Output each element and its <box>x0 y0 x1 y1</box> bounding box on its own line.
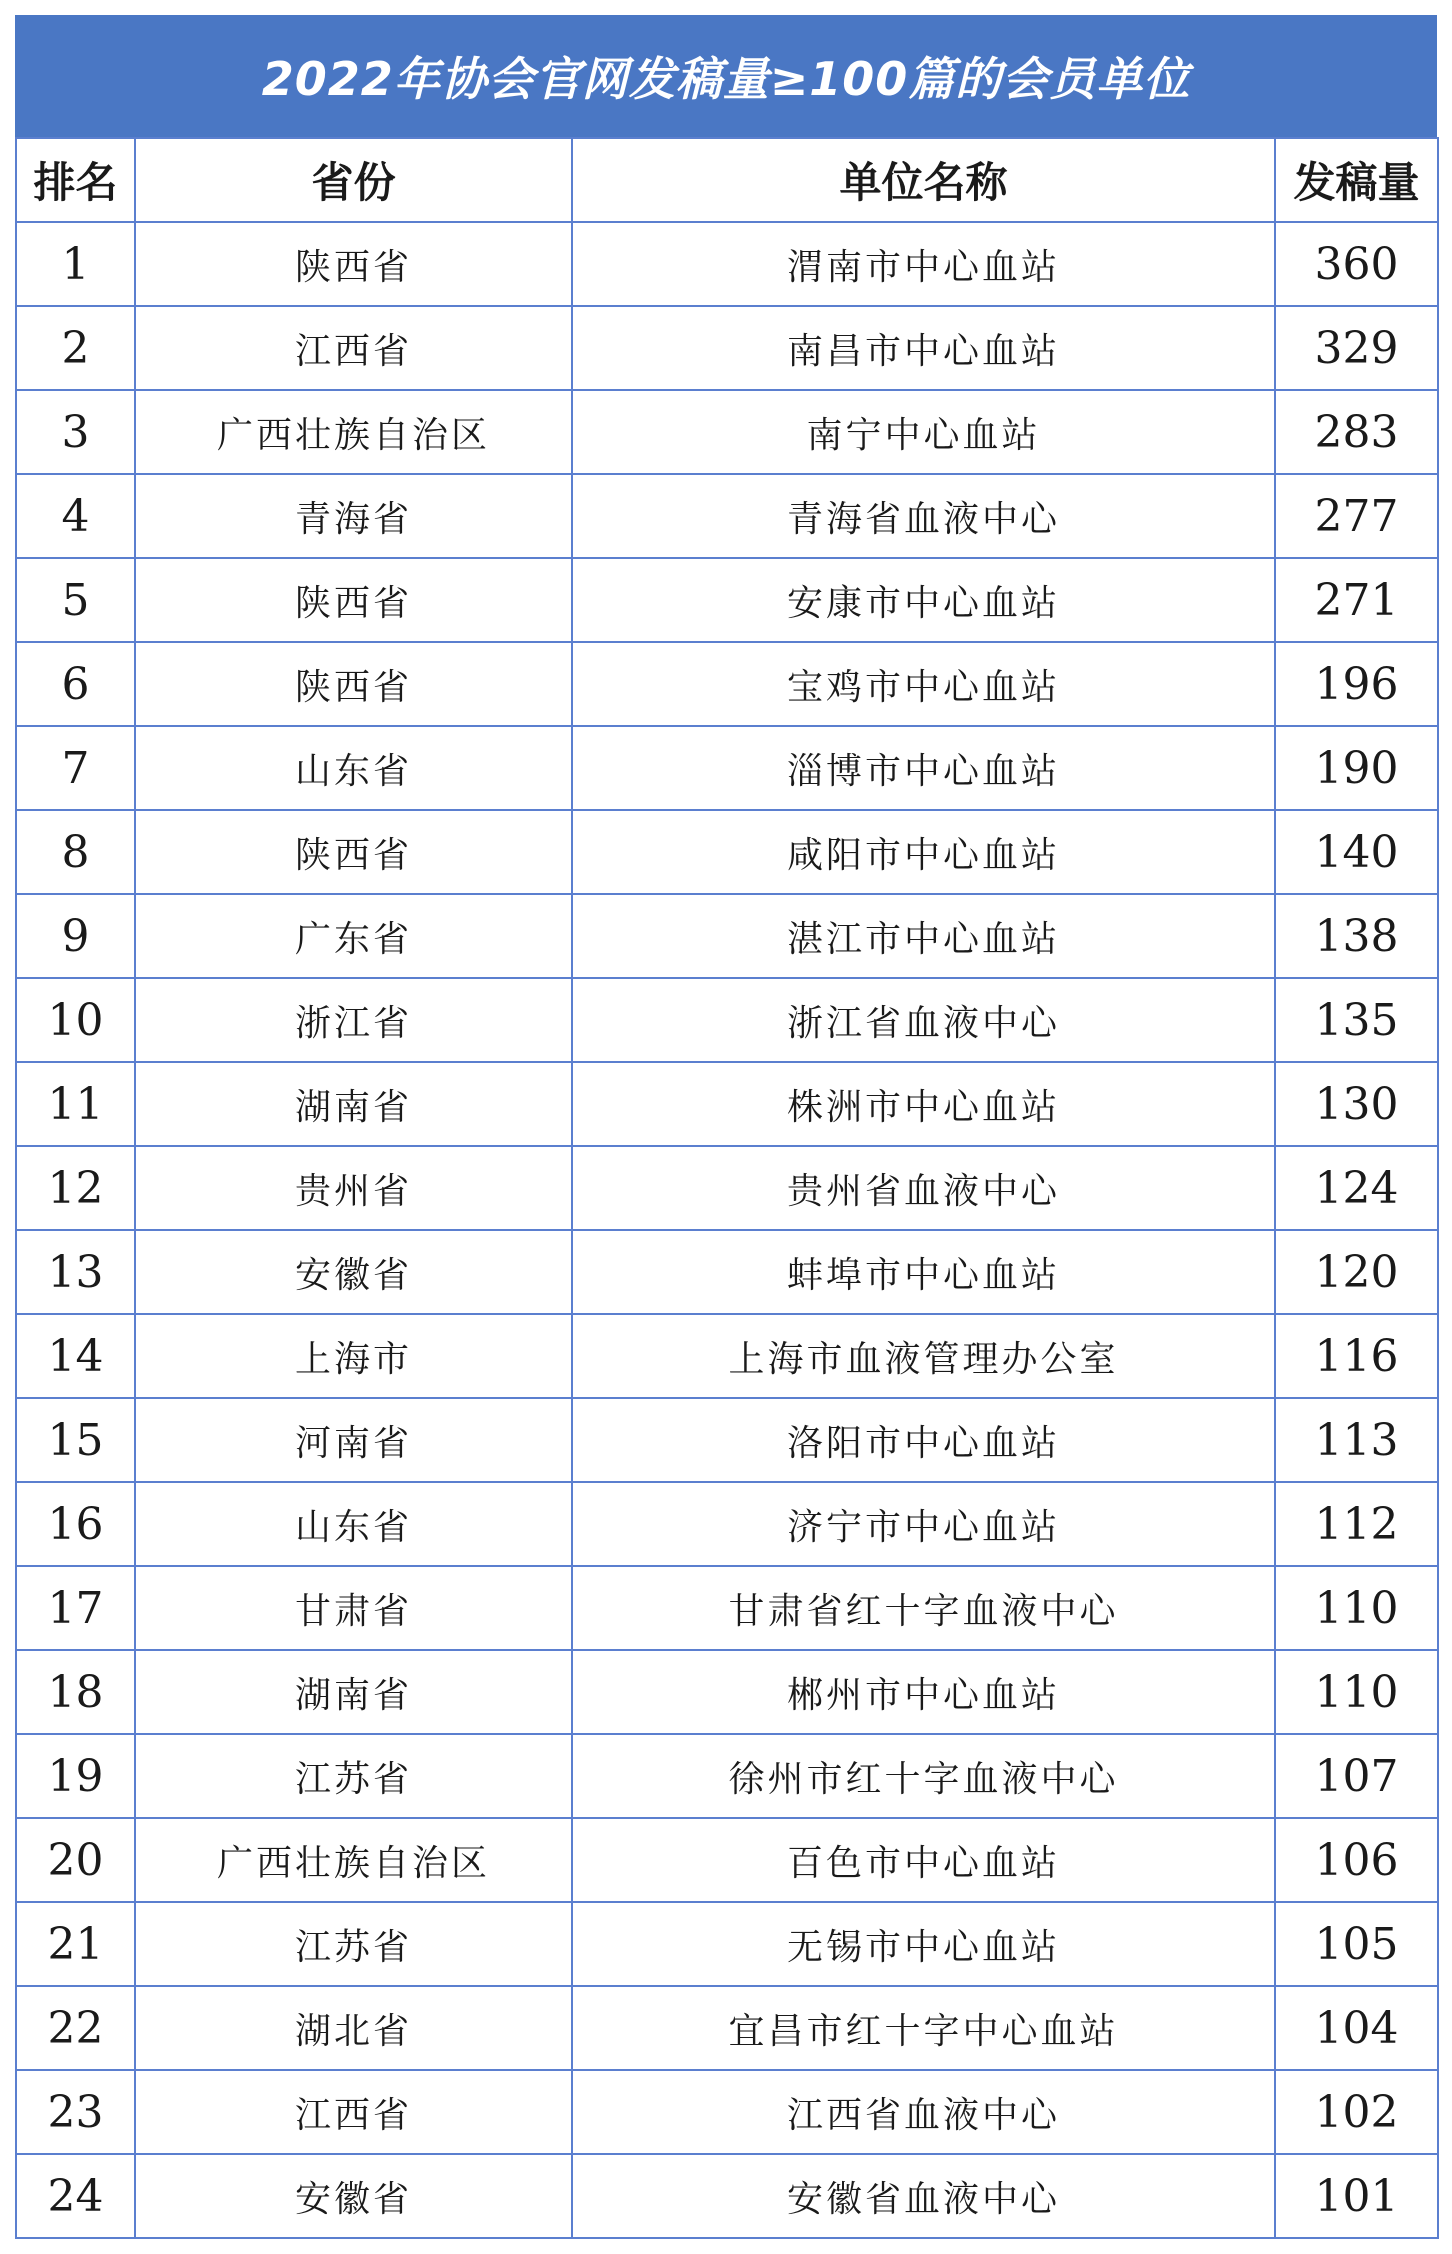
count-cell: 283 <box>1275 390 1438 474</box>
unit-name-cell: 江西省血液中心 <box>572 2070 1275 2154</box>
unit-name-cell: 百色市中心血站 <box>572 1818 1275 1902</box>
count-cell: 110 <box>1275 1566 1438 1650</box>
table-row <box>16 1398 1438 1482</box>
rank-cell: 7 <box>16 726 135 810</box>
province-cell: 安徽省 <box>135 2154 572 2238</box>
count-cell: 110 <box>1275 1650 1438 1734</box>
count-cell: 130 <box>1275 1062 1438 1146</box>
table-row <box>16 1062 1438 1146</box>
rank-cell: 10 <box>16 978 135 1062</box>
province-cell: 陕西省 <box>135 558 572 642</box>
unit-name-cell: 南宁中心血站 <box>572 390 1275 474</box>
table-row <box>16 558 1438 642</box>
unit-name-cell: 上海市血液管理办公室 <box>572 1314 1275 1398</box>
rank-cell: 6 <box>16 642 135 726</box>
unit-name-cell: 宝鸡市中心血站 <box>572 642 1275 726</box>
count-cell: 106 <box>1275 1818 1438 1902</box>
table-row <box>16 1986 1438 2070</box>
count-cell: 113 <box>1275 1398 1438 1482</box>
province-cell: 广西壮族自治区 <box>135 390 572 474</box>
province-cell: 青海省 <box>135 474 572 558</box>
table-row <box>16 1818 1438 1902</box>
rank-cell: 21 <box>16 1902 135 1986</box>
table-row <box>16 810 1438 894</box>
table-row <box>16 1902 1438 1986</box>
rank-cell: 11 <box>16 1062 135 1146</box>
unit-name-cell: 济宁市中心血站 <box>572 1482 1275 1566</box>
unit-name-cell: 青海省血液中心 <box>572 474 1275 558</box>
count-cell: 140 <box>1275 810 1438 894</box>
rank-cell: 8 <box>16 810 135 894</box>
header-count: 发稿量 <box>1275 138 1438 222</box>
count-cell: 277 <box>1275 474 1438 558</box>
unit-name-cell: 徐州市红十字血液中心 <box>572 1734 1275 1818</box>
province-cell: 广东省 <box>135 894 572 978</box>
province-cell: 湖南省 <box>135 1650 572 1734</box>
table-row <box>16 474 1438 558</box>
count-cell: 120 <box>1275 1230 1438 1314</box>
count-cell: 271 <box>1275 558 1438 642</box>
unit-name-cell: 洛阳市中心血站 <box>572 1398 1275 1482</box>
province-cell: 陕西省 <box>135 222 572 306</box>
count-cell: 116 <box>1275 1314 1438 1398</box>
table-row <box>16 1146 1438 1230</box>
table-body <box>16 222 1438 2238</box>
province-cell: 贵州省 <box>135 1146 572 1230</box>
count-cell: 105 <box>1275 1902 1438 1986</box>
table-row <box>16 642 1438 726</box>
province-cell: 陕西省 <box>135 642 572 726</box>
unit-name-cell: 蚌埠市中心血站 <box>572 1230 1275 1314</box>
province-cell: 江苏省 <box>135 1734 572 1818</box>
province-cell: 湖北省 <box>135 1986 572 2070</box>
rank-cell: 13 <box>16 1230 135 1314</box>
rank-cell: 19 <box>16 1734 135 1818</box>
count-cell: 124 <box>1275 1146 1438 1230</box>
count-cell: 101 <box>1275 2154 1438 2238</box>
header-rank: 排名 <box>16 138 135 222</box>
unit-name-cell: 浙江省血液中心 <box>572 978 1275 1062</box>
unit-name-cell: 株洲市中心血站 <box>572 1062 1275 1146</box>
count-cell: 102 <box>1275 2070 1438 2154</box>
table-row <box>16 894 1438 978</box>
count-cell: 112 <box>1275 1482 1438 1566</box>
table-row <box>16 1230 1438 1314</box>
unit-name-cell: 南昌市中心血站 <box>572 306 1275 390</box>
rank-cell: 15 <box>16 1398 135 1482</box>
unit-name-cell: 宜昌市红十字中心血站 <box>572 1986 1275 2070</box>
province-cell: 上海市 <box>135 1314 572 1398</box>
province-cell: 江苏省 <box>135 1902 572 1986</box>
table-title: 2022年协会官网发稿量≥100篇的会员单位 <box>15 15 1437 137</box>
rank-cell: 2 <box>16 306 135 390</box>
province-cell: 湖南省 <box>135 1062 572 1146</box>
rank-cell: 17 <box>16 1566 135 1650</box>
unit-name-cell: 淄博市中心血站 <box>572 726 1275 810</box>
count-cell: 107 <box>1275 1734 1438 1818</box>
table-row <box>16 390 1438 474</box>
ranking-sheet <box>15 15 1437 2239</box>
unit-name-cell: 安徽省血液中心 <box>572 2154 1275 2238</box>
province-cell: 浙江省 <box>135 978 572 1062</box>
rank-cell: 20 <box>16 1818 135 1902</box>
table-row <box>16 1734 1438 1818</box>
rank-cell: 18 <box>16 1650 135 1734</box>
rank-cell: 4 <box>16 474 135 558</box>
table-row <box>16 1482 1438 1566</box>
rank-cell: 22 <box>16 1986 135 2070</box>
rank-cell: 9 <box>16 894 135 978</box>
table-row <box>16 1650 1438 1734</box>
province-cell: 甘肃省 <box>135 1566 572 1650</box>
rank-cell: 3 <box>16 390 135 474</box>
table-row <box>16 2154 1438 2238</box>
header-row <box>16 138 1438 222</box>
province-cell: 陕西省 <box>135 810 572 894</box>
table-row <box>16 2070 1438 2154</box>
unit-name-cell: 安康市中心血站 <box>572 558 1275 642</box>
province-cell: 山东省 <box>135 1482 572 1566</box>
unit-name-cell: 甘肃省红十字血液中心 <box>572 1566 1275 1650</box>
unit-name-cell: 郴州市中心血站 <box>572 1650 1275 1734</box>
province-cell: 广西壮族自治区 <box>135 1818 572 1902</box>
count-cell: 196 <box>1275 642 1438 726</box>
rank-cell: 14 <box>16 1314 135 1398</box>
count-cell: 329 <box>1275 306 1438 390</box>
rank-cell: 1 <box>16 222 135 306</box>
province-cell: 安徽省 <box>135 1230 572 1314</box>
table-row <box>16 726 1438 810</box>
header-unit: 单位名称 <box>572 138 1275 222</box>
rank-cell: 24 <box>16 2154 135 2238</box>
province-cell: 江西省 <box>135 2070 572 2154</box>
rank-cell: 23 <box>16 2070 135 2154</box>
header-province: 省份 <box>135 138 572 222</box>
unit-name-cell: 无锡市中心血站 <box>572 1902 1275 1986</box>
unit-name-cell: 渭南市中心血站 <box>572 222 1275 306</box>
count-cell: 135 <box>1275 978 1438 1062</box>
count-cell: 360 <box>1275 222 1438 306</box>
ranking-table <box>15 137 1439 2239</box>
province-cell: 河南省 <box>135 1398 572 1482</box>
province-cell: 山东省 <box>135 726 572 810</box>
rank-cell: 5 <box>16 558 135 642</box>
count-cell: 190 <box>1275 726 1438 810</box>
unit-name-cell: 湛江市中心血站 <box>572 894 1275 978</box>
table-row <box>16 306 1438 390</box>
table-row <box>16 978 1438 1062</box>
rank-cell: 16 <box>16 1482 135 1566</box>
unit-name-cell: 咸阳市中心血站 <box>572 810 1275 894</box>
rank-cell: 12 <box>16 1146 135 1230</box>
unit-name-cell: 贵州省血液中心 <box>572 1146 1275 1230</box>
table-row <box>16 222 1438 306</box>
count-cell: 104 <box>1275 1986 1438 2070</box>
table-row <box>16 1566 1438 1650</box>
province-cell: 江西省 <box>135 306 572 390</box>
table-row <box>16 1314 1438 1398</box>
count-cell: 138 <box>1275 894 1438 978</box>
